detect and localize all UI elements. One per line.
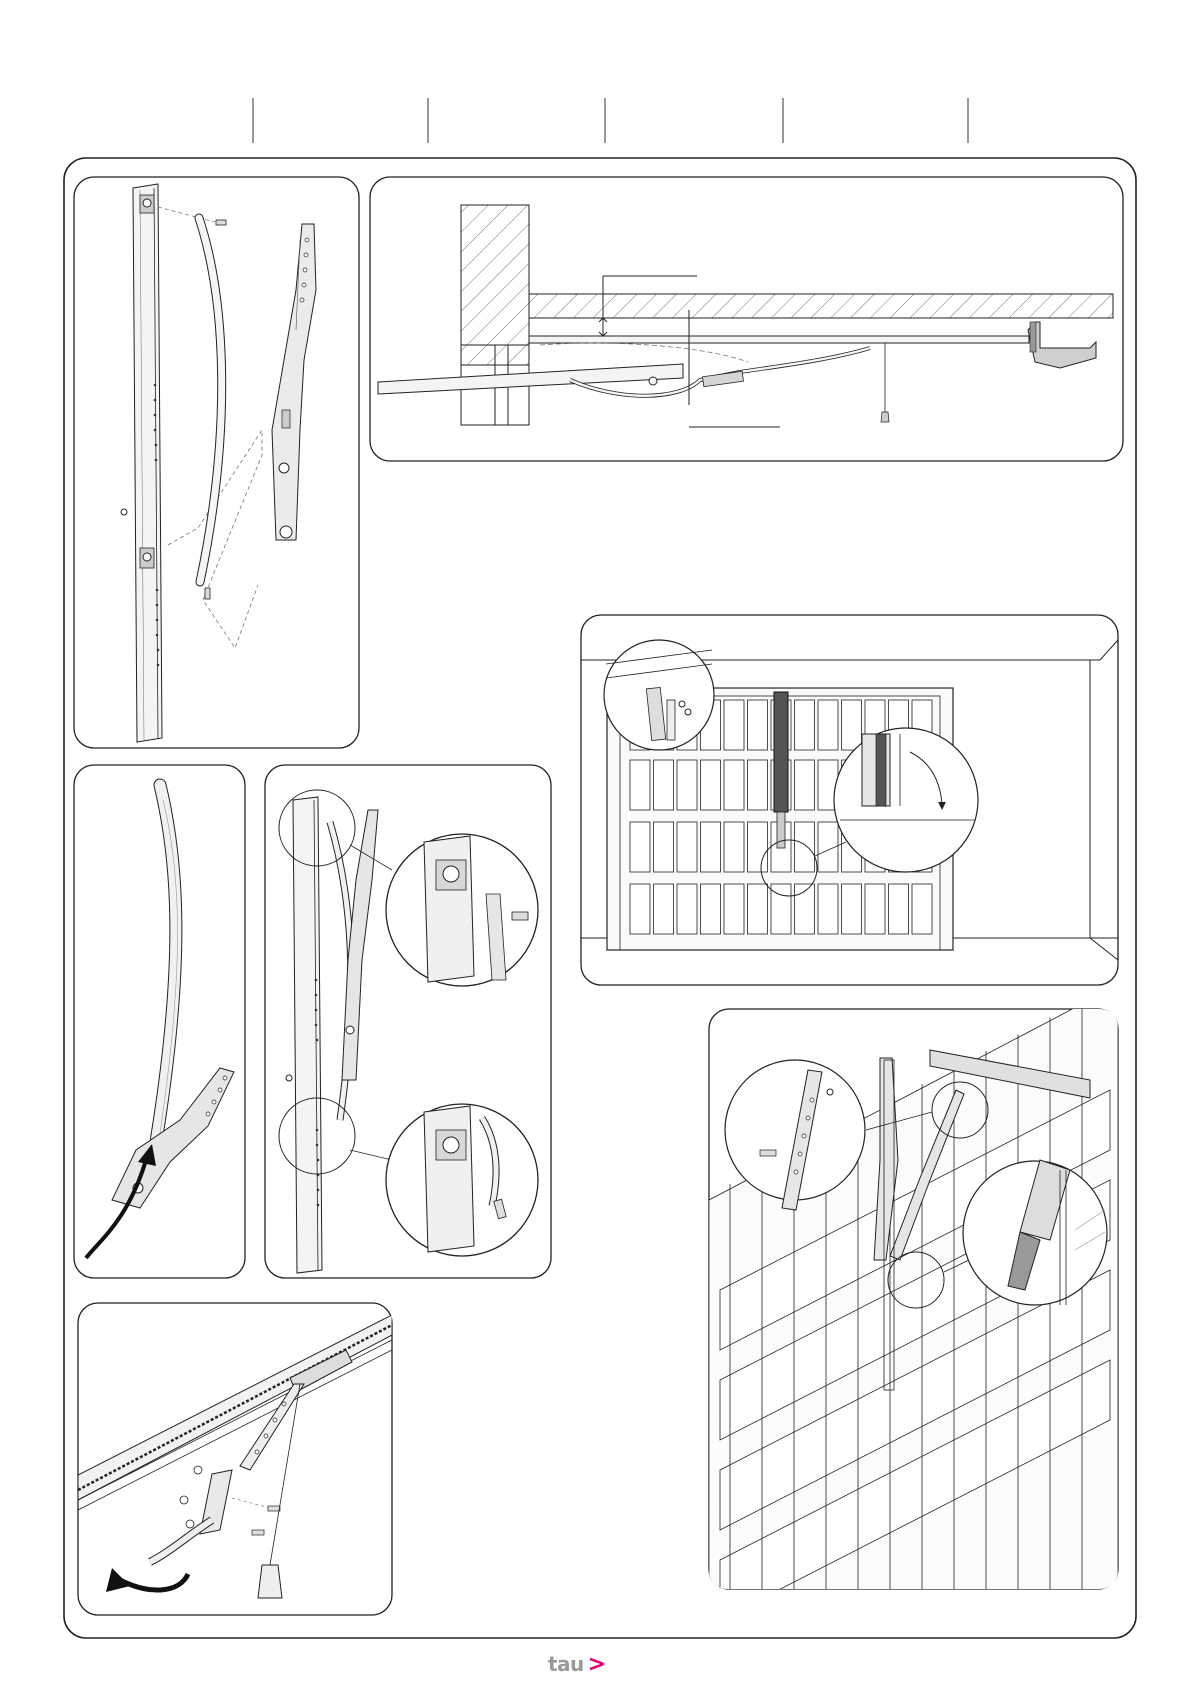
door-panel-cell bbox=[748, 822, 768, 872]
door-panel-cell bbox=[630, 884, 650, 934]
door-panel-cell bbox=[701, 884, 721, 934]
door-panel-cell bbox=[795, 700, 815, 750]
panel-door-perspective bbox=[709, 985, 1118, 1620]
door-panel-cell bbox=[865, 884, 885, 934]
panel-curved-arm-insertion bbox=[74, 765, 245, 1278]
door-panel-cell bbox=[677, 760, 697, 810]
panel-door-front-view bbox=[581, 615, 1118, 985]
door-panel-cell bbox=[795, 822, 815, 872]
door-panel-cell bbox=[630, 760, 650, 810]
door-panel-cell bbox=[889, 884, 909, 934]
door-panel-cell bbox=[724, 700, 744, 750]
door-panel-cell bbox=[748, 760, 768, 810]
tau-logo bbox=[548, 1652, 606, 1676]
door-panel-cell bbox=[654, 760, 674, 810]
door-panel-cell bbox=[701, 760, 721, 810]
door-panel-cell bbox=[795, 760, 815, 810]
door-panel-cell bbox=[912, 884, 932, 934]
logo-arrow-icon: > bbox=[587, 1651, 606, 1677]
door-panel-cell bbox=[748, 884, 768, 934]
door-panel-cell bbox=[748, 700, 768, 750]
panel-bracket-fixing-details bbox=[265, 765, 551, 1278]
panel-chain-rail bbox=[78, 1303, 392, 1615]
door-panel-cell bbox=[818, 700, 838, 750]
door-panel-cell bbox=[724, 822, 744, 872]
door-panel-cell bbox=[842, 884, 862, 934]
door-panel-cell bbox=[724, 760, 744, 810]
door-panel-cell bbox=[818, 884, 838, 934]
header-column-dividers bbox=[253, 98, 968, 143]
door-panel-cell bbox=[654, 822, 674, 872]
door-panel-cell bbox=[630, 822, 650, 872]
logo-text: tau bbox=[548, 1652, 584, 1676]
door-panel-cell bbox=[677, 884, 697, 934]
door-panel-cell bbox=[842, 700, 862, 750]
panel-ceiling-section bbox=[370, 177, 1123, 461]
door-panel-cell bbox=[724, 884, 744, 934]
panel-rail-and-arms bbox=[74, 177, 359, 748]
door-panel-cell bbox=[701, 822, 721, 872]
door-panel-cell bbox=[654, 884, 674, 934]
door-panel-cell bbox=[677, 822, 697, 872]
